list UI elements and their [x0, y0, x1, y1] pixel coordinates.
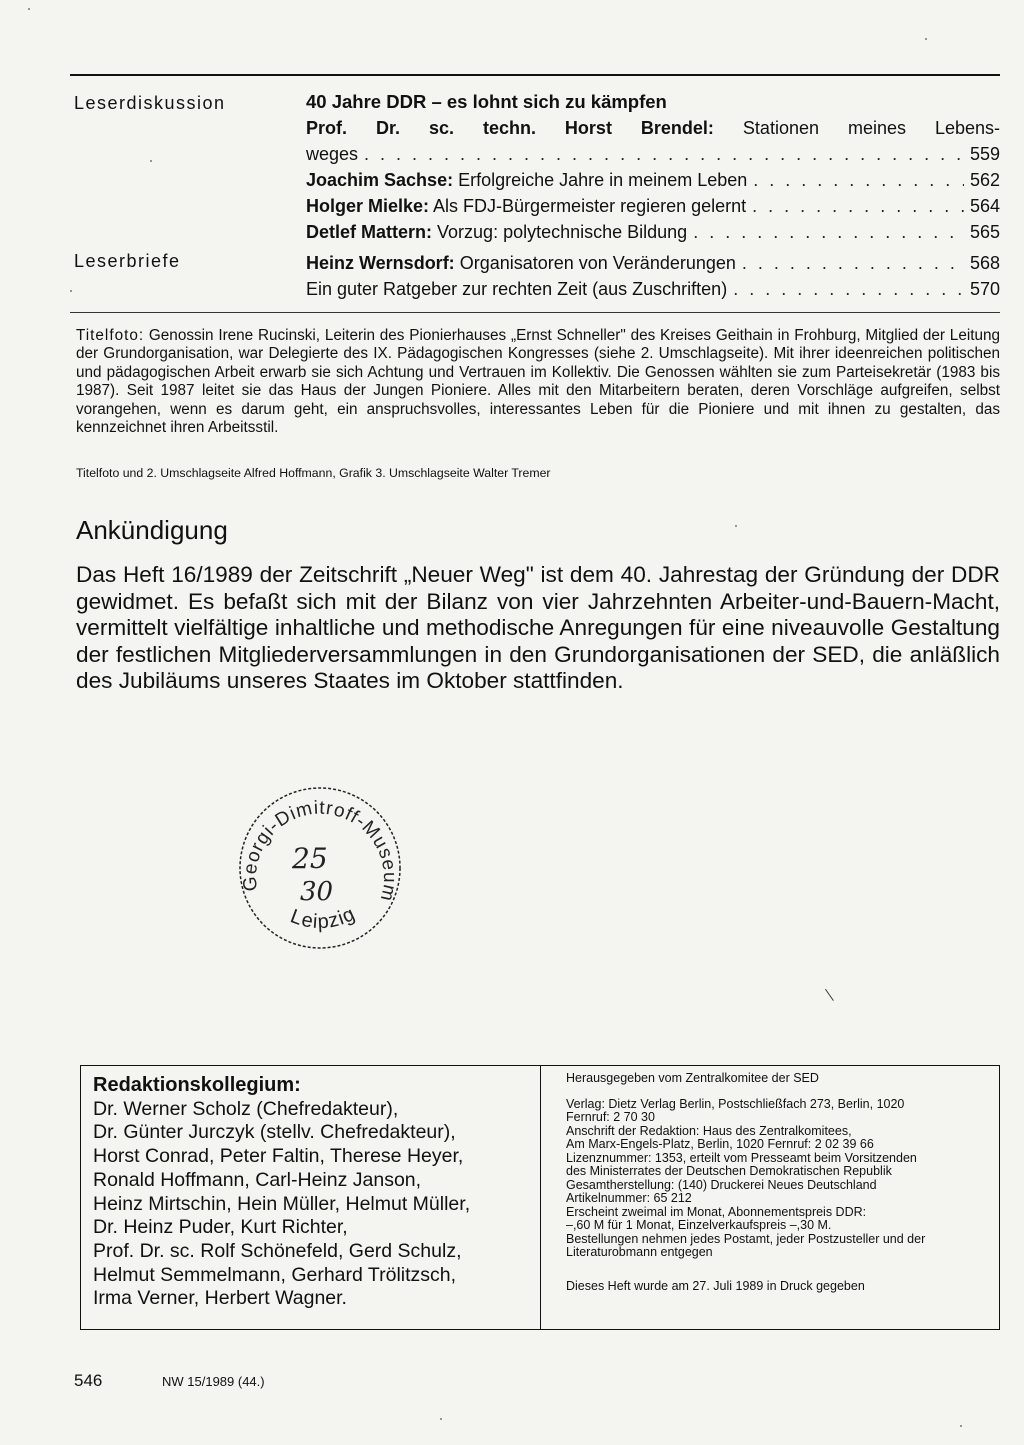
board-member-line: Dr. Günter Jurczyk (stellv. Chefredakteur), — [93, 1121, 456, 1144]
editorial-board — [81, 1066, 541, 1329]
scan-speck — [735, 525, 737, 527]
scan-speck — [960, 1425, 962, 1427]
toc-entry-sachse — [306, 167, 1000, 193]
detail-line: Verlag: Dietz Verlag Berlin, Postschließfach 273, Berlin, 1020 — [566, 1096, 905, 1111]
publisher-details — [541, 1066, 999, 1329]
board-member-line: Dr. Heinz Puder, Kurt Richter, — [93, 1216, 348, 1239]
editorial-board-title: Redaktionskollegium: — [93, 1074, 301, 1096]
scan-speck — [925, 38, 927, 40]
board-member-line: Horst Conrad, Peter Faltin, Therese Heyer, — [93, 1145, 464, 1168]
toc-heading: 40 Jahre DDR – es lohnt sich zu kämpfen — [306, 91, 667, 112]
detail-line: Gesamtherstellung: (140) Druckerei Neues Deutschland — [566, 1177, 877, 1192]
toc-page-number: 568 — [969, 253, 1000, 273]
cover-photo-caption — [76, 327, 1000, 437]
toc-title: weges — [306, 144, 359, 164]
detail-line: Lizenznummer: 1353, erteilt vom Presseamt beim Vorsitzenden — [566, 1150, 917, 1165]
issue-label: NW 15/1989 (44.) — [162, 1374, 265, 1389]
toc-entry-mattern — [306, 219, 1000, 245]
announcement-title: Ankündigung — [76, 515, 228, 545]
page-number: 546 — [74, 1371, 103, 1390]
scan-speck — [70, 290, 72, 292]
toc-entry-zuschriften — [306, 276, 1000, 302]
detail-line: Erscheint zweimal im Monat, Abonnementspreis DDR: — [566, 1204, 867, 1219]
board-member-line: Ronald Hoffmann, Carl-Heinz Janson, — [93, 1168, 422, 1191]
detail-line: des Ministerrates der Deutschen Demokratischen Republik — [566, 1164, 892, 1178]
stamp-handwritten-number: 30 — [300, 877, 334, 907]
detail-line: Anschrift der Redaktion: Haus des Zentralkomitees, — [566, 1123, 852, 1138]
print-date-line: Dieses Heft wurde am 27. Juli 1989 in Druck gegeben — [566, 1278, 865, 1293]
toc-entry-brendel — [306, 115, 1000, 141]
scan-speck — [440, 1418, 442, 1420]
scan-speck — [28, 8, 30, 10]
section-label-leserdiskussion: Leserdiskussion — [74, 93, 226, 113]
photo-credit: Titelfoto und 2. Umschlagseite Alfred Hoffmann, Grafik 3. Umschlagseite Walter Tremer — [76, 466, 551, 480]
stamp-city: Leipzig — [287, 902, 360, 934]
toc-page-number: 564 — [969, 196, 1000, 216]
stamp-handwritten-number: 25 — [292, 842, 328, 875]
toc-title: Als FDJ-Bürgermeister regieren gelernt — [433, 196, 747, 216]
impressum-box — [80, 1065, 1000, 1330]
toc-title: Erfolgreiche Jahre in meinem Leben — [458, 170, 748, 190]
top-divider — [70, 74, 1000, 76]
detail-line: Am Marx-Engels-Platz, Berlin, 1020 Fernruf: 2 02 39 66 — [566, 1137, 874, 1151]
toc-title: Organisatoren von Veränderungen — [459, 253, 736, 273]
toc-entry-brendel-cont — [306, 141, 1000, 167]
toc-title: Vorzug: polytechnische Bildung — [437, 222, 688, 242]
detail-line: Literaturobmann entgegen — [566, 1245, 713, 1259]
toc-entry-mielke — [306, 193, 1000, 219]
museum-stamp — [230, 780, 410, 960]
detail-line: –,60 M für 1 Monat, Einzelverkaufspreis –,30 M. — [566, 1218, 832, 1232]
board-member-line: Irma Verner, Herbert Wagner. — [93, 1287, 347, 1310]
caption-label: Titelfoto: — [76, 327, 145, 344]
scan-speck — [150, 160, 152, 162]
toc-author: Prof. Dr. sc. techn. Horst Brendel: — [306, 118, 714, 138]
table-of-contents — [306, 89, 1000, 302]
toc-author: Joachim Sachse: — [306, 170, 454, 190]
board-member-line: Heinz Mirtschin, Hein Müller, Helmut Müller, — [93, 1192, 471, 1215]
board-member-line: Helmut Semmelmann, Gerhard Trölitzsch, — [93, 1263, 457, 1286]
leader-dots — [364, 141, 964, 167]
leader-dots — [693, 219, 964, 245]
leader-dots — [753, 167, 964, 193]
toc-author: Detlef Mattern: — [306, 222, 433, 242]
leader-dots — [733, 276, 964, 302]
toc-page-number: 559 — [969, 144, 1000, 164]
caption-text: Genossin Irene Rucinski, Leiterin des Pionierhauses „Ernst Schneller" des Kreises Geithain in Frohburg, Mitglied der Leitung der Grundorganisation, war Delegierte des IX. Pädagogischen Kongresses (siehe 2. Umschlagseite). Mit ihrer ideenreichen politischen und pädagogischen Arbeit erwarb sie sich Achtung und Vertrauen im Kollektiv. Die Genossen wählten sie zum Parteisekretär (1983 bis 1987). Seit 1987 leitet sie das Haus der Jungen Pioniere. Alles mit den Mitarbeitern beraten, deren Vorschläge aufgreifen, selbst vorangehen, wenn es darum geht, ein anspruchsvolles, interessantes Leben für die Pioniere und mit ihnen zu gestalten, das kennzeichnet ihren Arbeitsstil. — [76, 327, 1000, 437]
stamp-ring-text: Georgi-Dimitroff-Museum — [239, 797, 401, 904]
toc-author: Heinz Wernsdorf: — [306, 253, 455, 273]
toc-page-number: 565 — [969, 222, 1000, 242]
toc-title: Stationen meines Lebens- — [742, 118, 1001, 138]
board-member-line: Dr. Werner Scholz (Chefredakteur), — [93, 1097, 399, 1120]
toc-author: Holger Mielke: — [306, 196, 430, 216]
board-member-line: Prof. Dr. sc. Rolf Schönefeld, Gerd Schulz, — [93, 1239, 462, 1262]
section-label-leserbriefe: Leserbriefe — [74, 251, 181, 271]
toc-entry-wernsdorf — [306, 250, 1000, 276]
caption-divider — [70, 312, 1000, 313]
toc-title: Ein guter Ratgeber zur rechten Zeit (aus Zuschriften) — [306, 279, 728, 299]
detail-line: Fernruf: 2 70 30 — [566, 1110, 655, 1124]
leader-dots — [752, 193, 964, 219]
toc-page-number: 562 — [969, 170, 1000, 190]
ink-mark — [825, 983, 842, 1001]
announcement-body: Das Heft 16/1989 der Zeitschrift „Neuer Weg" ist dem 40. Jahrestag der Gründung der DDR gewidmet. Es befaßt sich mit der Bilanz von vier Jahrzehnten Arbeiter-und-Bauern-Macht, vermittelt vielfältige inhaltliche und methodische Anregungen für eine niveauvolle Gestaltung der festlichen Mitgliederversammlungen in den Grundorganisationen der SED, die anläßlich des Jubiläums unseres Staates im Oktober stattfinden. — [76, 562, 1000, 693]
publisher-line: Herausgegeben vom Zentralkomitee der SED — [566, 1071, 819, 1085]
leader-dots — [742, 250, 964, 276]
detail-line: Artikelnummer: 65 212 — [566, 1191, 692, 1205]
toc-page-number: 570 — [969, 279, 1000, 299]
detail-line: Bestellungen nehmen jedes Postamt, jeder Postzusteller und der — [566, 1231, 926, 1246]
